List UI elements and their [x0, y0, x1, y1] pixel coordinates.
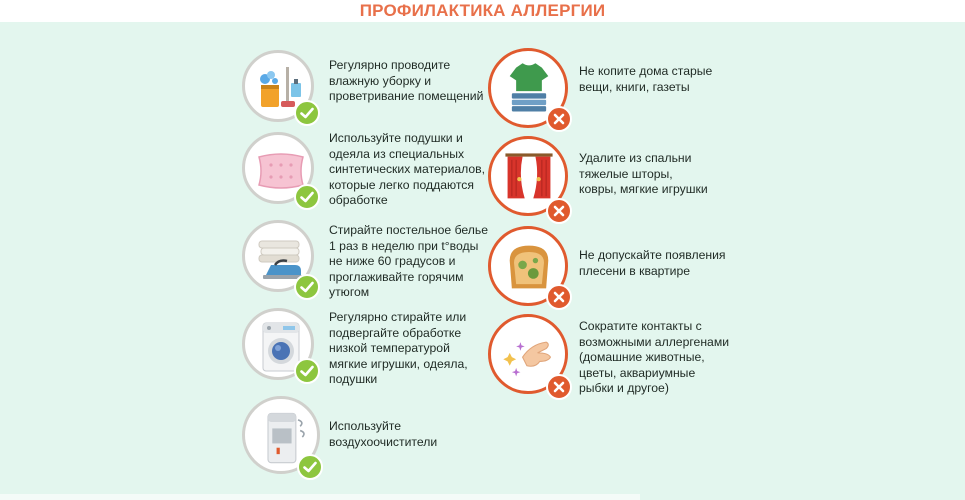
text-line: цветы, аквариумные — [579, 365, 696, 380]
content-panel — [0, 22, 965, 500]
check-badge-icon — [297, 454, 323, 480]
text-line: Используйте подушки и — [329, 131, 463, 145]
text-line: Регулярно стирайте или — [329, 310, 467, 324]
text-line: утюгом — [329, 285, 370, 299]
text-line: Не копите дома старые — [579, 64, 713, 78]
text-line: 1 раз в неделю при t°воды — [329, 238, 479, 253]
text-line: подушки — [329, 372, 378, 386]
text-line: Не допускайте появления — [579, 248, 726, 262]
text-line: проветривание помещений — [329, 89, 484, 103]
page-title: ПРОФИЛАКТИКА АЛЛЕРГИИ — [359, 1, 606, 20]
text-line: которые легко поддаются — [329, 177, 474, 192]
do-item-text — [329, 419, 504, 450]
do-item-text — [329, 131, 504, 209]
text-line: рыбки и другое) — [579, 381, 669, 395]
text-line: проглаживайте горячим — [329, 269, 464, 284]
text-line: воздухоочистители — [329, 434, 438, 449]
check-badge-icon — [294, 358, 320, 384]
text-line: обработке — [329, 193, 388, 207]
text-line: Используйте — [329, 419, 401, 433]
text-line: Регулярно проводите — [329, 58, 451, 72]
dont-item-text — [579, 248, 749, 279]
text-line: низкой температурой — [329, 341, 450, 355]
text-line: Удалите из спальни — [579, 151, 692, 165]
cross-badge-icon — [546, 374, 572, 400]
text-line: вещи, книги, газеты — [579, 79, 690, 94]
text-line: Стирайте постельное белье — [329, 223, 489, 237]
do-item-text — [329, 223, 504, 301]
text-line: Сократите контакты с — [579, 319, 702, 333]
text-line: мягкие игрушки, одеяла, — [329, 356, 468, 371]
text-line: одеяла из специальных — [329, 146, 465, 161]
text-line: ковры, мягкие игрушки — [579, 182, 708, 196]
dont-item-text — [579, 151, 749, 198]
text-line: влажную уборку и — [329, 73, 432, 88]
text-line: плесени в квартире — [579, 263, 691, 278]
do-item-text — [329, 310, 504, 388]
curtains-icon — [499, 147, 559, 207]
text-line: синтетических материалов, — [329, 162, 486, 176]
check-badge-icon — [294, 184, 320, 210]
text-line: возможными аллергенами — [579, 334, 730, 349]
dont-item-text — [579, 64, 749, 95]
check-badge-icon — [294, 274, 320, 300]
text-line: (домашние животные, — [579, 350, 705, 364]
cross-badge-icon — [546, 106, 572, 132]
dont-item-text — [579, 319, 749, 397]
text-line: не ниже 60 градусов и — [329, 254, 456, 268]
cross-badge-icon — [546, 284, 572, 310]
cross-badge-icon — [546, 198, 572, 224]
bottom-divider — [0, 494, 640, 500]
check-badge-icon — [294, 100, 320, 126]
do-item-text — [329, 58, 504, 105]
text-line: тяжелые шторы, — [579, 166, 673, 181]
text-line: подвергайте обработке — [329, 325, 462, 340]
